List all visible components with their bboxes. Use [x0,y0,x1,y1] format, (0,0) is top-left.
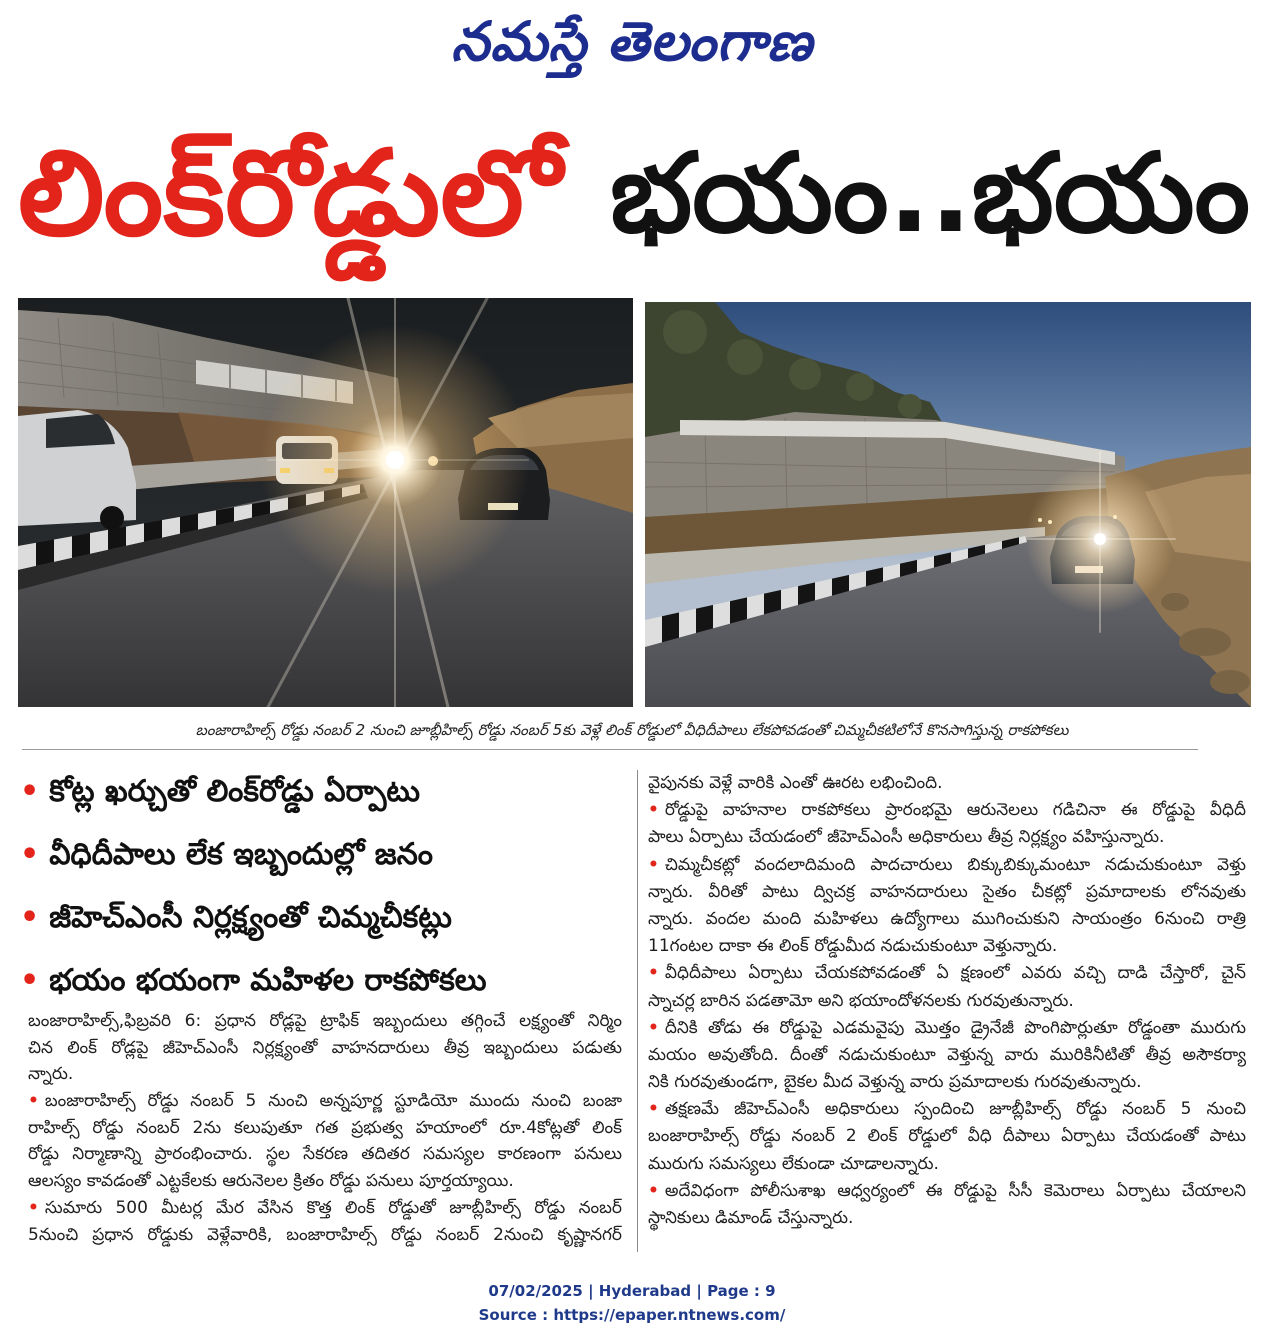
highlight-text: వీధిదీపాలు లేక ఇబ్బందుల్లో జనం [49,837,433,872]
column-divider [637,770,638,1252]
body-line-text: వీధిదీపాలు ఏర్పాటు చేయకపోవడంతో ఏ క్షణంలో ఎవరు వచ్చి దాడి చేస్తారో, చైన్ [664,963,1246,984]
body-line: బంజారాహిల్స్ రోడ్డు నంబర్ 2 లింక్ రోడ్డులో వీధి దీపాలు ఏర్పాటు చేయడంతో పాటు [648,1126,1246,1147]
photo-caption: బంజారాహిల్స్ రోడ్డు నంబర్ 2 నుంచి జూబ్లీహిల్స్ రోడ్డు నంబర్ 5కు వెళ్లే లింక్ రోడ్డులో వీధిదీపాలు లేకపోవడంతో చిమ్మచీకటిలోనే కొనసాగిస్తున్న రాకపోకలు [195,721,1069,739]
body-line: న్నారు. [28,1064,74,1085]
bullet-icon: • [28,1197,39,1218]
source-line: Source : https://epaper.ntnews.com/ [478,1306,786,1324]
bullet-icon: • [20,900,40,935]
body-line: పాలు ఏర్పాటు చేయడంలో జీహెచ్‌ఎంసీ అధికారులు తీవ్ర నిర్లక్ష్యం వహిస్తున్నారు. [648,827,1165,848]
body-line-text: బంజారాహిల్స్ రోడ్డు నంబర్ 5 నుంచి అన్నపూర్ణ స్టూడియో ముందు నుంచి బంజా [44,1091,622,1112]
body-line-text: అదేవిధంగా పోలీసుశాఖ ఆధ్వర్యంలో ఈ రోడ్డుపై సీసీ కెమెరాలు ఏర్పాటు చేయాలని [664,1180,1246,1201]
bullet-icon: • [648,1017,659,1038]
highlight-item [20,768,626,831]
body-line: 11గంటల దాకా ఈ లింక్ రోడ్డుమీద నడుచుకుంటూ వెళ్తున్నారు. [648,936,1058,957]
body-line [648,960,1246,987]
headline-black-part: భయం..భయం [610,129,1250,257]
body-line: స్థానికులు డిమాండ్ చేస్తున్నారు. [648,1208,854,1228]
article-paragraph [648,1178,1246,1232]
body-line [648,1178,1246,1205]
body-line-text: దీనికి తోడు ఈ రోడ్డుపై ఎడమవైపు మొత్తం డ్రైనేజీ పొంగిపొర్లుతూ రోడ్డంతా మురుగు [664,1017,1246,1038]
body-line [648,797,1246,824]
bullet-icon: • [648,963,659,984]
bullet-icon: • [20,963,40,998]
highlight-text: భయం భయంగా మహిళల రాకపోకలు [49,963,487,998]
body-line: మయం అవుతోంది. దీంతో నడుచుకుంటూ వెళ్తున్న వారు మురికినీటితో తీవ్ర అసౌకర్యా [648,1044,1246,1065]
highlight-text: జీహెచ్‌ఎంసీ నిర్లక్ష్యంతో చిమ్మచీకట్లు [49,900,452,935]
bullet-icon: • [28,1091,39,1112]
article-paragraph [648,770,1246,797]
body-line: వైపునకు వెళ్లే వారికి ఎంతో ఊరట లభించింది. [648,773,943,793]
article-column-right [648,770,1246,1232]
article-paragraph [648,1015,1246,1097]
body-line: 5నుంచి ప్రధాన రోడ్డుకు వెళ్లేవారికి, బంజారాహిల్స్ రోడ్డు నంబర్ 2నుంచి కృష్ణానగర్ [28,1224,622,1245]
bullet-icon: • [20,837,40,872]
body-line [28,1195,622,1222]
body-line: నికి గురవుతుండగా, బైకల మీద వెళ్తున్న వారు ప్రమాదాలకు గురవుతున్నారు. [648,1072,1142,1093]
photo-link-road-night [18,298,633,707]
body-line [648,1015,1246,1042]
body-line: మురుగు సమస్యలు లేకుండా చూడాలన్నారు. [648,1153,939,1174]
bullet-icon: • [20,774,40,809]
body-line-text: రోడ్డుపై వాహనాల రాకపోకలు ప్రారంభమై ఆరునెలలు గడిచినా ఈ రోడ్డుపై వీధిదీ [664,800,1246,821]
caption-divider [22,749,1198,750]
body-line: బంజారాహిల్స్,ఫిబ్రవరి 6: ప్రధాన రోడ్లపై ట్రాఫిక్ ఇబ్బందులు తగ్గించే లక్ష్యంతో నిర్మిం [28,1011,622,1031]
edition-info: 07/02/2025 | Hyderabad | Page : 9 [488,1282,776,1300]
bullet-icon: • [648,1099,659,1120]
body-line: చిన లింక్ రోడ్లపై జీహెచ్‌ఎంసీ నిర్లక్ష్యంతో వాహనదారులు తీవ్ర ఇబ్బందులు పడుతు [28,1037,622,1058]
body-line [648,1096,1246,1123]
body-line: రాహిల్స్ రోడ్డు నంబర్ 2ను కలుపుతూ గత ప్రభుత్వ హయాంలో రూ.4కోట్లతో లింక్ [28,1117,622,1138]
body-line: స్నాచర్ల బారిన పడతామో అని భయాందోళనలకు గురవుతున్నారు. [648,990,1074,1011]
body-line: రోడ్డు నిర్మాణాన్ని ప్రారంభించారు. స్థల సేకరణ తదితర సమస్యల కారణంగా పనులు [28,1144,622,1165]
article-column-left [28,1008,622,1248]
body-line-text: సుమారు 500 మీటర్ల మేర వేసిన కొత్త లింక్ రోడ్డుతో జూబ్లీహిల్స్ రోడ్డు నంబర్ [44,1197,622,1218]
highlight-text: కోట్ల ఖర్చుతో లింక్‌రోడ్డు ఏర్పాటు [49,774,420,809]
highlights-list [20,768,626,1020]
body-line: న్నారు. వందల మంది మహిళలు ఉద్యోగాలు ముగించుకుని సాయంత్రం 6నుంచి రాత్రి [648,908,1246,929]
headline-red-part: లింక్‌రోడ్డులో [18,124,562,262]
highlight-item [20,894,626,957]
body-line [648,852,1246,879]
body-line [28,1088,622,1115]
article-paragraph [648,960,1246,1014]
photo-link-road-dusk [645,302,1251,707]
body-line: ఆలస్యం కావడంతో ఎట్టకేలకు ఆరునెలల క్రితం రోడ్డు పనులు పూర్తయ్యాయి. [28,1171,514,1192]
bullet-icon: • [648,854,659,875]
body-line-text: చిమ్మచీకట్లో వందలాదిమంది పాదచారులు బిక్కుబిక్కుమంటూ నడుచుకుంటూ వెళ్తు [664,854,1246,875]
article-paragraph [28,1008,622,1088]
highlight-item [20,831,626,894]
body-line-text: తక్షణమే జీహెచ్‌ఎంసీ అధికారులు స్పందించి జూబ్లీహిల్స్ రోడ్డు నంబర్ 5 నుంచి [664,1099,1246,1120]
article-paragraph [648,1096,1246,1178]
article-paragraph [648,852,1246,961]
article-paragraph [28,1195,622,1248]
body-line: న్నారు. వీరితో పాటు ద్విచక్ర వాహనదారులు సైతం చీకట్లో ప్రమాదాలకు లోనవుతు [648,881,1246,902]
article-paragraph [28,1088,622,1195]
masthead-logo: నమస్తే తెలంగాణ [451,10,813,73]
photo-right-image [645,302,1251,707]
photo-left-image [18,298,633,707]
bullet-icon: • [648,800,659,821]
article-paragraph [648,797,1246,851]
bullet-icon: • [648,1180,659,1201]
